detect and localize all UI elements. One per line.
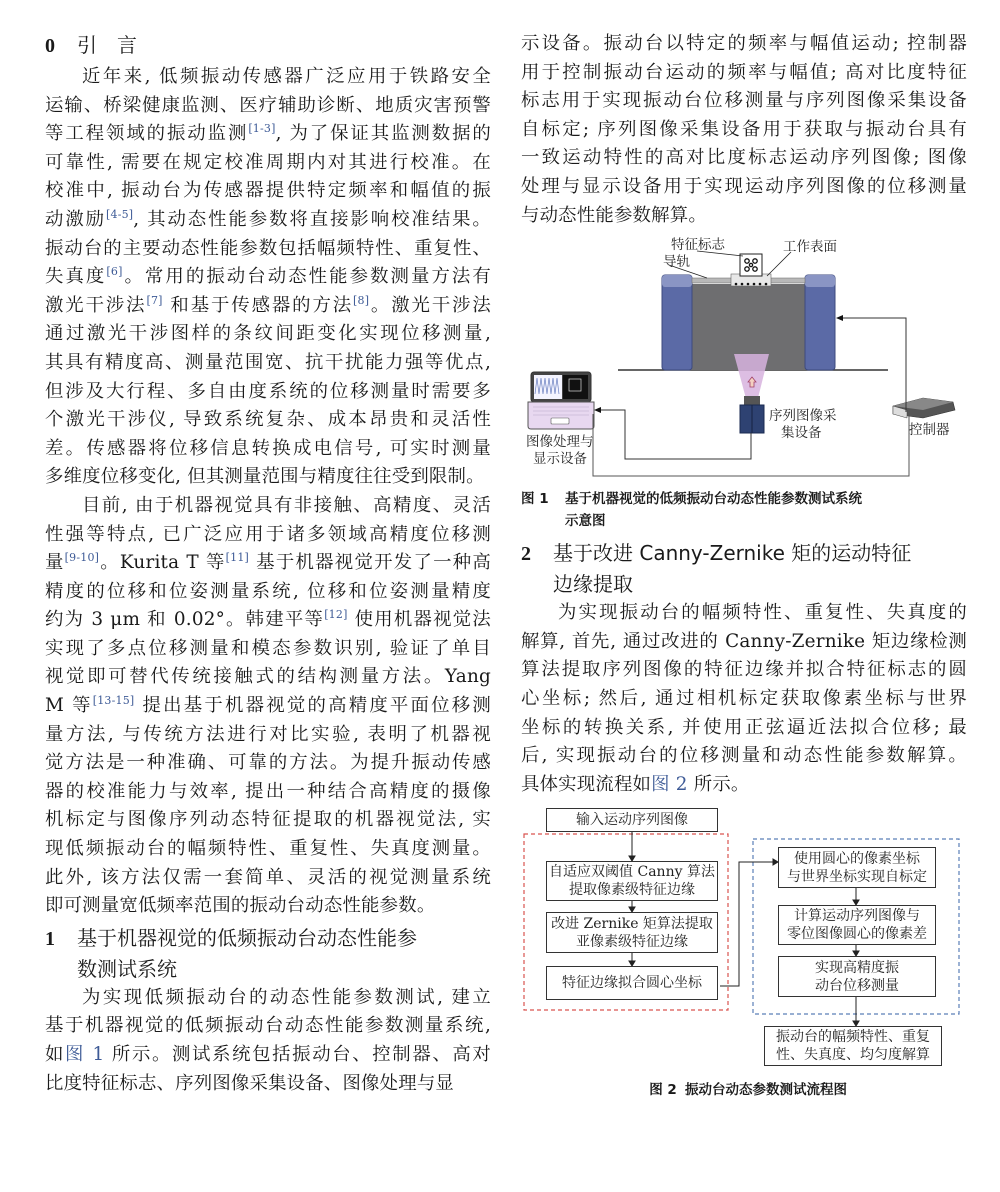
controller-icon — [893, 398, 955, 418]
text-line: 此外, 该方法仅需一套简单、灵活的视觉测量系统 — [45, 866, 491, 888]
shaker-left-end — [662, 275, 692, 370]
section-number: 1 — [45, 927, 55, 950]
intro-paragraph-2 — [45, 492, 491, 921]
flow-box-text: 亚像素级特征边缘 — [576, 933, 688, 950]
section-title-line2: 数测试系统 — [77, 956, 177, 981]
laptop-icon — [528, 372, 594, 429]
text-line: 其具有精度高、测量范围宽、抗干扰能力强等优点, — [45, 351, 491, 373]
citation-link[interactable]: [9-10] — [64, 551, 100, 565]
figure-reference-link[interactable]: 图 1 — [65, 1044, 105, 1065]
citation-link[interactable]: [11] — [225, 551, 250, 565]
text-line: 示设备。振动台以特定的频率与幅值运动; 控制器 — [521, 33, 967, 54]
flow-box-result — [764, 1026, 942, 1066]
caption-text: 振动台动态参数测试流程图 — [685, 1082, 847, 1099]
text-line — [521, 771, 967, 800]
figure-2-flowchart — [521, 803, 967, 1073]
text-line — [45, 120, 491, 149]
text-line: 基于机器视觉的低频振动台动态性能参数测量系统, — [45, 1015, 491, 1037]
text-segment: 约为 3 μm 和 0.02°。韩建平等 — [45, 609, 325, 631]
text-line: 机标定与图像序列动态特征提取的机器视觉法, 实 — [45, 809, 491, 831]
section-title-line2: 边缘提取 — [553, 572, 633, 597]
text-line — [45, 1041, 491, 1070]
text-line: 运输、桥梁健康监测、医疗辅助诊断、地质灾害预警 — [45, 94, 491, 116]
citation-link[interactable]: [1-3] — [248, 122, 276, 136]
text-line — [45, 606, 491, 635]
shaker-left-cap — [662, 275, 692, 287]
shaker-right-end — [805, 275, 835, 370]
text-line: 精度的位移和位姿测量系统, 位移和位姿测量精度 — [45, 580, 491, 602]
arrow-head-icon — [594, 407, 601, 413]
flow-box-text: 与世界坐标实现自标定 — [787, 868, 927, 885]
intro-paragraph-1 — [45, 63, 491, 492]
camera-to-pc-wire — [599, 410, 751, 459]
label-pc-line2: 显示设备 — [533, 451, 587, 468]
system-description-paragraph — [521, 30, 967, 230]
right-column — [521, 30, 967, 1101]
text-line: 为实现振动台的幅频特性、重复性、失真度的 — [558, 602, 967, 624]
flow-box-text: 输入运动序列图像 — [576, 812, 688, 829]
caption-line2: 示意图 — [565, 513, 606, 530]
text-line — [45, 263, 491, 292]
figure-2-caption — [521, 1079, 967, 1101]
text-line — [45, 692, 491, 721]
flow-box-calibration — [778, 847, 936, 888]
flow-box-text: 改进 Zernike 矩算法提取 — [551, 915, 713, 932]
text-line: 用于控制振动台运动的频率与幅值; 高对比度特征 — [521, 61, 967, 83]
text-line: 比度特征标志、序列图像采集设备、图像处理与显 — [45, 1072, 454, 1094]
text-line: 解算, 首先, 通过改进的 Canny-Zernike 矩边缘检测 — [521, 630, 967, 652]
label-controller: 控制器 — [909, 422, 950, 439]
text-line: 差。传感器将位移信息转换成电信号, 可实时测量 — [45, 437, 491, 459]
text-line: 但涉及大行程、多自由度系统的位移测量时需要多 — [45, 380, 491, 402]
section-0-heading — [45, 30, 491, 61]
section-2-heading — [521, 538, 967, 599]
text-line: 自标定; 序列图像采集设备用于获取与振动台具有 — [521, 118, 967, 140]
section-title: 引 言 — [77, 33, 137, 57]
text-line: 器的校准能力与效率, 提出一种结合高精度的摄像 — [45, 780, 491, 802]
text-line: 算法提取序列图像的特征边缘并拟合特征标志的圆 — [521, 659, 967, 681]
flow-box-difference — [778, 905, 936, 945]
label-feature-marker: 特征标志 — [671, 237, 725, 254]
text-line: 量方法, 与传统方法进行对比实验, 表明了机器视 — [45, 723, 491, 745]
text-line: 近年来, 低频振动传感器广泛应用于铁路安全 — [82, 66, 491, 87]
method-paragraph — [521, 599, 967, 799]
text-segment: 激光干涉法 — [45, 294, 147, 316]
text-segment: 。Kurita T 等 — [99, 552, 226, 574]
label-work-surface: 工作表面 — [783, 239, 837, 256]
text-line: 坐标的转换关系, 并使用正弦逼近法拟合位移; 最 — [521, 716, 967, 738]
text-line: 现低频振动台的幅频特性、重复性、失真度测量。 — [45, 838, 491, 860]
text-line: 后, 实现振动台的位移测量和动态性能参数解算。 — [521, 745, 967, 767]
text-line — [45, 549, 491, 578]
text-line: 处理与显示设备用于实现运动序列图像的位移测量 — [521, 175, 967, 197]
text-line: 性强等特点, 已广泛应用于诸多领域高精度位移测 — [45, 523, 491, 545]
text-line: 实现了多点位移测量和模态参数识别, 验证了单目 — [45, 637, 491, 659]
feature-marker — [740, 254, 762, 276]
section-number: 0 — [45, 35, 55, 57]
section-title-line1: 基于改进 Canny-Zernike 矩的运动特征 — [553, 541, 912, 566]
text-line: 多维度位移变化, 但其测量范围与精度往往受到限制。 — [45, 466, 485, 488]
caption-number: 图 1 — [521, 491, 549, 508]
figure-1-diagram — [521, 234, 967, 484]
flow-box-text: 零位图像圆心的像素差 — [787, 926, 927, 943]
flow-box-text: 动台位移测量 — [815, 977, 899, 994]
flow-box-text: 计算运动序列图像与 — [794, 908, 920, 925]
citation-link[interactable]: [13-15] — [92, 694, 135, 708]
figure-reference-link[interactable]: 图 2 — [651, 773, 688, 795]
flow-box-text: 提取像素级特征边缘 — [569, 882, 695, 899]
shaker-right-cap — [805, 275, 835, 287]
text-line: 视觉即可替代传统接触式的结构测量方法。Yang — [45, 666, 491, 688]
citation-link[interactable]: [8] — [353, 293, 370, 307]
text-line — [45, 292, 491, 321]
text-line: 与动态性能参数解算。 — [521, 204, 707, 226]
text-segment: 所示。 — [687, 773, 750, 795]
text-line — [45, 206, 491, 235]
label-camera-line1: 序列图像采 — [769, 408, 837, 425]
flow-box-text: 使用圆心的像素坐标 — [794, 850, 920, 867]
text-segment: 使用机器视觉法 — [347, 609, 491, 631]
text-segment: , 为了保证其监测数据的 — [275, 123, 491, 145]
figure-1-caption — [521, 488, 967, 532]
text-segment: 如 — [45, 1044, 66, 1065]
text-segment: 。激光干涉法 — [369, 294, 491, 316]
text-line: 标志用于实现振动台位移测量与序列图像采集设备 — [521, 90, 967, 112]
leader-line-surface — [767, 252, 791, 276]
text-segment: 提出基于机器视觉的高精度平面位移测 — [134, 695, 491, 717]
text-segment: 。常用的振动台动态性能参数测量方法有 — [122, 266, 491, 288]
flow-box-displacement — [778, 956, 936, 997]
label-pc-line1: 图像处理与 — [526, 434, 594, 451]
section-1-heading — [45, 923, 491, 984]
text-segment: 所示。测试系统包括振动台、控制器、高对 — [104, 1044, 491, 1065]
citation-link[interactable]: [7] — [146, 293, 163, 307]
flow-box-text: 自适应双阈值 Canny 算法 — [549, 864, 715, 881]
text-line: 目前, 由于机器视觉具有非接触、高精度、灵活 — [82, 494, 491, 516]
text-line: 振动台的主要动态性能参数包括幅频特性、重复性、 — [45, 237, 491, 259]
text-segment: 等工程领域的振动监测 — [45, 123, 249, 145]
system-paragraph — [45, 984, 491, 1098]
left-column — [45, 30, 491, 1098]
camera-lens — [744, 396, 760, 405]
controller-to-shaker-wire — [841, 318, 906, 412]
flow-box-input — [546, 808, 718, 832]
label-camera-line2: 集设备 — [781, 425, 822, 442]
text-line: 一致运动特性的高对比度标志运动序列图像; 图像 — [521, 147, 967, 169]
caption-number: 图 2 — [649, 1082, 677, 1099]
caption-line1: 基于机器视觉的低频振动台动态性能参数测试系统 — [565, 491, 862, 508]
flow-box-fit — [546, 966, 718, 1000]
citation-link[interactable]: [4-5] — [106, 207, 134, 221]
text-line: 个激光干涉仪, 导致系统复杂、成本昂贵和灵活性 — [45, 409, 491, 431]
citation-link[interactable]: [6] — [106, 265, 123, 279]
flow-box-text: 振动台的幅频特性、重复 — [776, 1029, 930, 1046]
text-segment: 量 — [45, 552, 65, 574]
text-segment: 动激励 — [45, 208, 106, 230]
text-line: 可靠性, 需要在规定校准周期内对其进行校准。在 — [45, 151, 491, 173]
text-segment: 具体实现流程如 — [521, 773, 652, 795]
flow-box-zernike — [546, 912, 718, 953]
text-line: 校准中, 振动台为传感器提供特定频率和幅值的振 — [45, 180, 491, 202]
text-line: 心坐标; 然后, 通过相机标定获取像素坐标与世界 — [521, 687, 967, 709]
text-line: 觉方法是一种准确、可靠的方法。为提升振动传感 — [45, 752, 491, 774]
section-number: 2 — [521, 543, 531, 566]
text-line: 通过激光干涉图样的条纹间距变化实现位移测量, — [45, 323, 491, 345]
flow-box-text: 实现高精度振 — [815, 959, 899, 976]
arrow-head-icon — [836, 315, 843, 321]
label-guide-rail: 导轨 — [663, 254, 690, 271]
flow-box-text: 性、失真度、均匀度解算 — [776, 1047, 930, 1064]
text-segment: 失真度 — [45, 266, 107, 288]
text-line: 即可测量宽低频率范围的振动台动态性能参数。 — [45, 895, 436, 917]
citation-link[interactable]: [12] — [324, 608, 348, 622]
text-segment: M 等 — [45, 695, 93, 717]
text-segment: 基于机器视觉开发了一种高 — [249, 552, 492, 574]
text-segment: , 其动态性能参数将直接影响校准结果。 — [133, 208, 491, 230]
flow-box-canny — [546, 861, 718, 901]
text-line: 为实现低频振动台的动态性能参数测试, 建立 — [82, 986, 491, 1008]
section-title-line1: 基于机器视觉的低频振动台动态性能参 — [77, 925, 417, 950]
text-segment: 和基于传感器的方法 — [162, 294, 354, 316]
flow-box-text: 特征边缘拟合圆心坐标 — [562, 975, 702, 992]
